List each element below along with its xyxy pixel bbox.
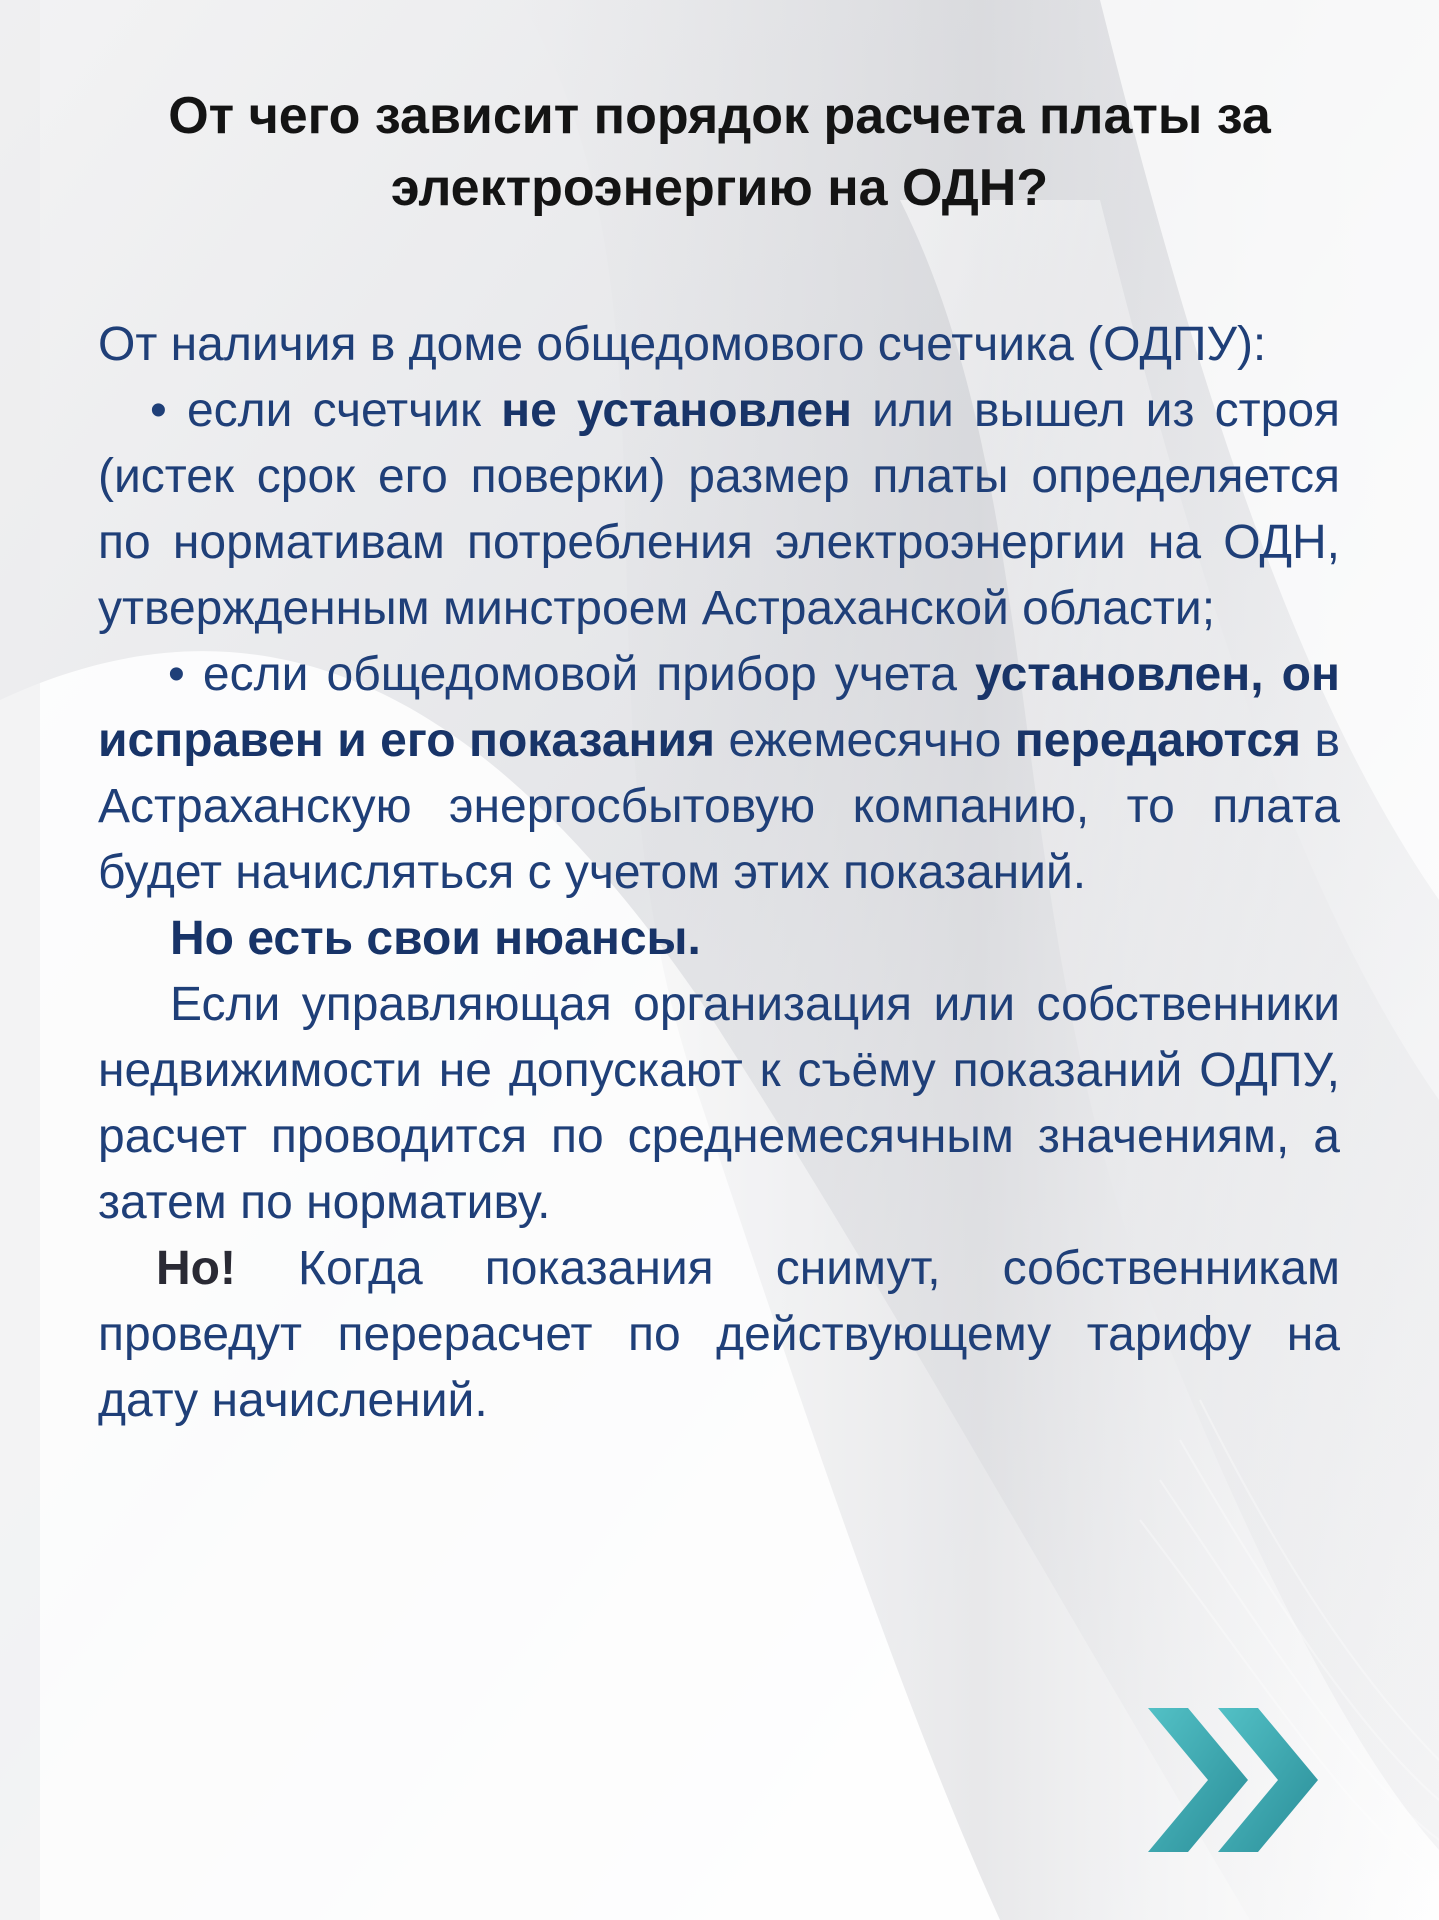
final-bold-word: Но! [156,1242,236,1295]
bullet-item-installed [98,642,1340,906]
bullet-text: если счетчик [166,384,502,437]
nuance-heading: Но есть свои нюансы. [170,912,701,965]
bullet-bold-text: не установлен [501,384,853,437]
bullet-bold-text: передаются [1014,714,1302,767]
bullet-item-not-installed [98,378,1340,642]
bullet-text: ежемесячно [715,714,1015,767]
page-title: От чего зависит порядок расчета платы за электроэнергию на ОДН? [168,87,1271,217]
bullet-marker: • [150,384,167,437]
bullet-bold-text: установлен, он исправен и его показания [98,648,1340,767]
bullet-text: в Астраханскую энергосбытовую компанию, то плата будет начисляться с учетом этих показаний. [98,714,1340,899]
final-text: Когда показания снимут, собственникам проведут перерасчет по действующему тарифу на дату начислений. [98,1242,1340,1427]
bullet-text: или вышел из строя (истек срок его поверки) размер платы определяется по нормативам потребления электроэнергии на ОДН, утвержденным минстроем Астраханской области; [98,384,1340,635]
final-paragraph [98,1236,1340,1434]
article-body [98,312,1340,1434]
bullet-text: если общедомовой прибор учета [184,648,976,701]
nuance-paragraph: Если управляющая организация или собственники недвижимости не допускают к съёму показаний ОДПУ, расчет проводится по среднемесячным значениям, а затем по нормативу. [98,978,1340,1229]
intro-paragraph: От наличия в доме общедомового счетчика (ОДПУ): [98,318,1267,371]
bullet-marker: • [168,648,185,701]
double-chevron-right-icon[interactable] [1140,1700,1330,1860]
